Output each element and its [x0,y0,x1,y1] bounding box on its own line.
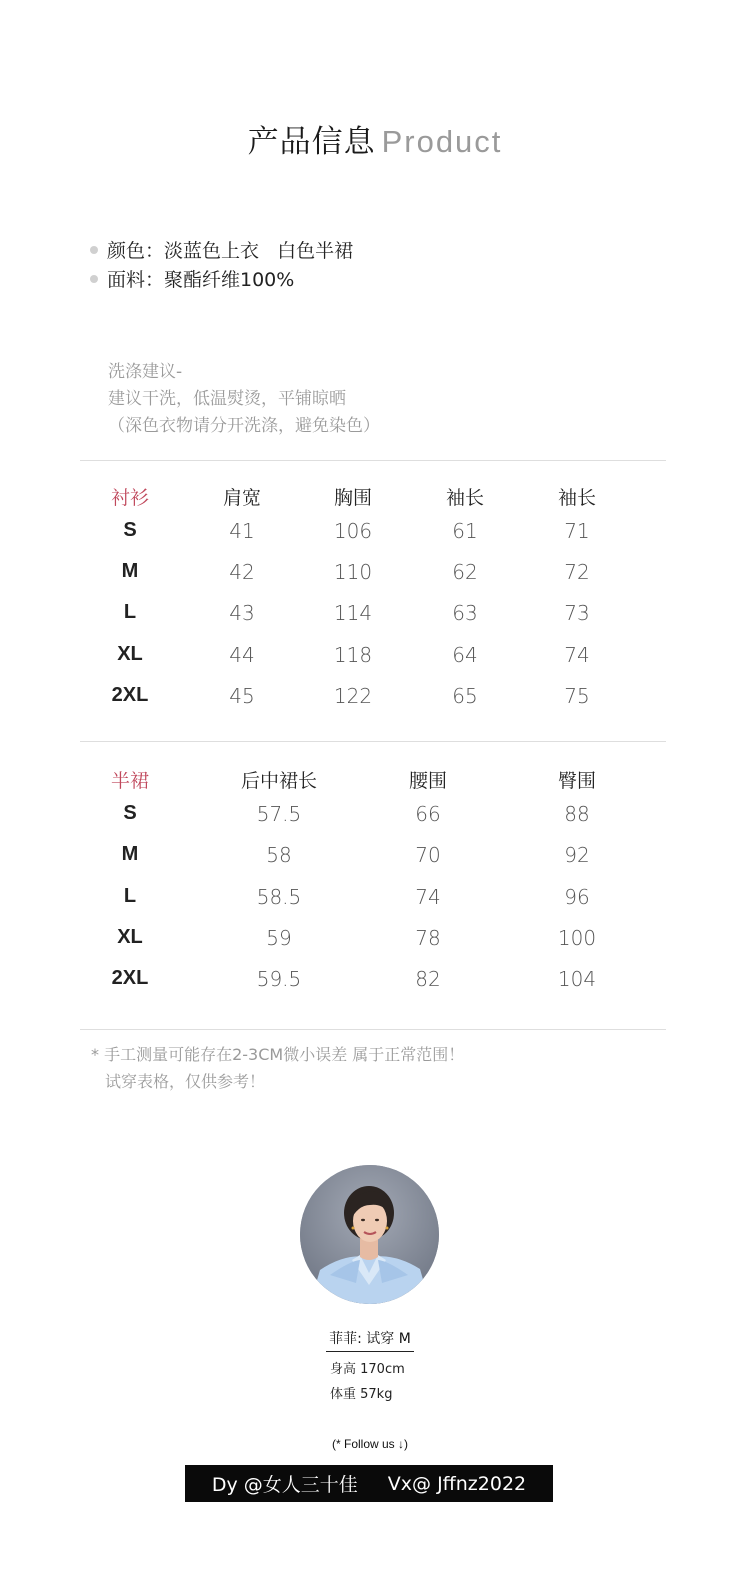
size-label: XL [117,643,143,665]
table-cell: 96 [564,885,590,909]
title-cn: 产品信息 [247,124,376,160]
bullet-icon [90,275,98,283]
title-en: Product [381,124,503,159]
table-cell: 58.5 [256,885,302,909]
spec-fabric [90,265,690,292]
table-cell: 122 [333,684,373,708]
table-cell: 100 [557,926,597,950]
table-cell: 44 [229,643,255,667]
size-label: L [123,601,137,623]
divider [80,460,666,461]
size-label: XL [117,926,143,948]
model-weight: 体重 57kg [330,1387,393,1402]
table-cell: 63 [452,601,478,625]
table-cell: 41 [229,519,255,543]
table-cell: 59 [266,926,292,950]
model-name [0,1328,740,1352]
model-portrait-image [300,1165,439,1304]
care-title: 洗涤建议- [108,362,183,382]
table-cell: 70 [415,843,441,867]
table-cell: 66 [415,802,441,826]
table-cell: 82 [415,967,441,991]
table-cell: 43 [229,601,255,625]
table-cell: 42 [229,560,255,584]
table-header: 臀围 [557,770,596,792]
table-cell: 65 [452,684,478,708]
table-cell: 57.5 [256,802,302,826]
table-header: 袖长 [557,487,596,509]
table-header: 衬衫 [110,487,149,509]
table-cell: 88 [564,802,590,826]
table-header: 后中裙长 [240,770,317,792]
table-cell: 114 [333,601,373,625]
table-cell: 104 [557,967,597,991]
table-cell: 45 [229,684,255,708]
table-header: 胸围 [333,487,372,509]
table-cell: 59.5 [256,967,302,991]
table-cell: 72 [564,560,590,584]
care-line: 建议干洗，低温熨烫，平铺晾晒 [108,389,346,409]
model-height: 身高 170cm [330,1362,405,1377]
size-label: M [121,843,139,865]
table-cell: 74 [415,885,441,909]
size-label: S [123,519,137,541]
divider [80,1029,666,1030]
social-banner [185,1465,553,1502]
table-cell: 75 [564,684,590,708]
table-header: 肩宽 [222,487,261,509]
table-cell: 64 [452,643,478,667]
table-cell: 74 [564,643,590,667]
divider [80,741,666,742]
model-name-text: 菲菲: 试穿 M [326,1328,414,1352]
table-header: 腰围 [408,770,447,792]
size-label: S [123,802,137,824]
table-cell: 71 [564,519,590,543]
bullet-icon [90,246,98,254]
table-header: 半裙 [110,770,149,792]
table-cell: 62 [452,560,478,584]
table-cell: 92 [564,843,590,867]
size-label: L [123,885,137,907]
table-cell: 73 [564,601,590,625]
size-label: 2XL [111,967,149,989]
spec-color [90,236,690,263]
table-cell: 58 [266,843,292,867]
measurement-note: 试穿表格，仅供参考！ [105,1072,266,1091]
spec-fabric-text: 面料：聚酯纤维100% [107,269,295,291]
table-cell: 118 [333,643,373,667]
size-label: M [121,560,139,582]
measurement-note: * 手工测量可能存在2-3CM微小误差 属于正常范围！ [91,1045,465,1064]
douyin-handle: Dy @女人三十佳 [211,1474,358,1496]
care-line: （深色衣物请分开洗涤，避免染色） [108,416,380,436]
follow-us-label: (* Follow us ↓) [331,1437,408,1451]
table-cell: 106 [333,519,373,543]
table-header: 袖长 [445,487,484,509]
table-cell: 78 [415,926,441,950]
table-cell: 110 [333,560,373,584]
model-photo [300,1165,439,1304]
spec-color-text: 颜色：淡蓝色上衣 白色半裙 [107,240,354,262]
page-title [0,116,750,161]
size-label: 2XL [111,684,149,706]
wechat-handle: Vx@ Jffnz2022 [387,1472,527,1495]
table-cell: 61 [452,519,478,543]
